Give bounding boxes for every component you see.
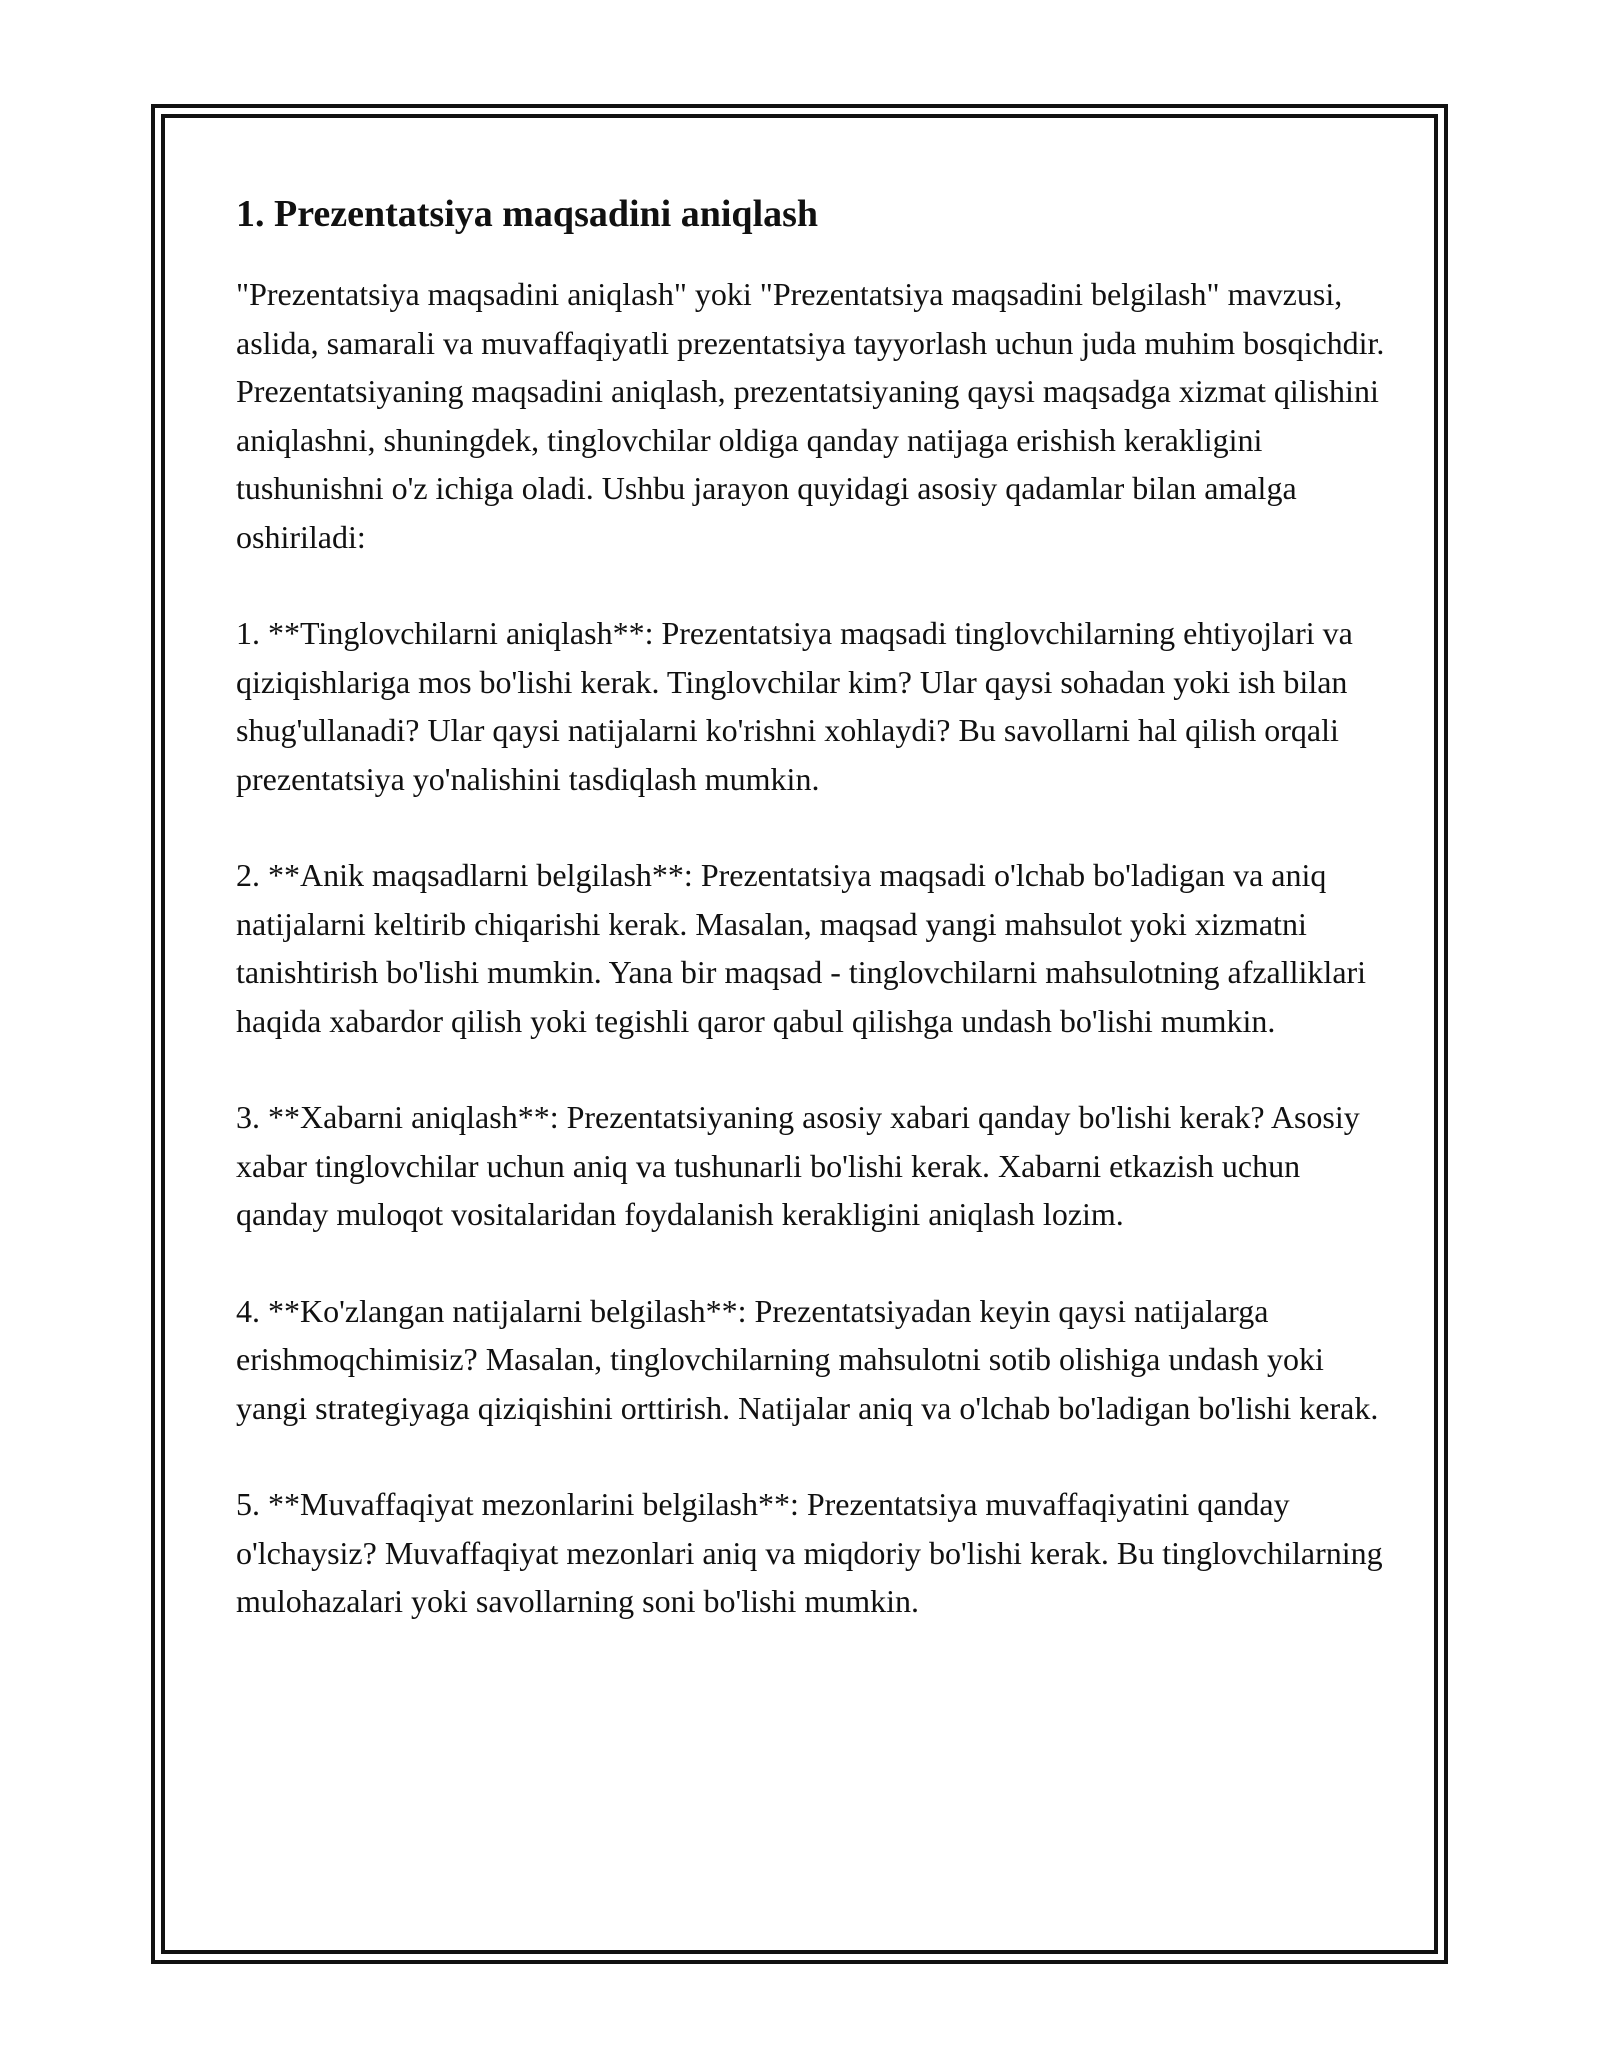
intro-paragraph: "Prezentatsiya maqsadini aniqlash" yoki "Prezentatsiya maqsadini belgilash" mavzusi, aslida, samarali va muvaffaqiyatli prezentatsiya tayyorlash uchun juda muhim bosqichdir. Prezentatsiyaning maqsadini aniqlash, prezentatsiyaning qaysi maqsadga xizmat qilishini aniqlashni, shuningdek, tinglovchilar oldiga qanday natijaga erishish kerakligini tushunishni o'z ichiga oladi. Ushbu jarayon quyidagi asosiy qadamlar bilan amalga oshiriladi:: [236, 276, 1385, 555]
step-4-paragraph: 4. **Ko'zlangan natijalarni belgilash**: Prezentatsiyadan keyin qaysi natijalarga erishmoqchimisiz? Masalan, tinglovchilarning mahsulotni sotib olishiga undash yoki yangi strategiyaga qiziqishini orttirish. Natijalar aniq va o'lchab bo'ladigan bo'lishi kerak.: [236, 1292, 1379, 1426]
step-3-paragraph: 3. **Xabarni aniqlash**: Prezentatsiyaning asosiy xabari qanday bo'lishi kerak? Asosiy xabar tinglovchilar uchun aniq va tushunarli bo'lishi kerak. Xabarni etkazish uchun qanday muloqot vositalaridan foydalanish kerakligini aniqlash lozim.: [236, 1099, 1360, 1232]
step-5-paragraph: 5. **Muvaffaqiyat mezonlarini belgilash**: Prezentatsiya muvaffaqiyatini qanday o'lchaysiz? Muvaffaqiyat mezonlari aniq va miqdoriy bo'lishi kerak. Bu tinglovchilarning mulohazalari yoki savollarning soni bo'lishi mumkin.: [236, 1486, 1383, 1619]
step-2-paragraph: 2. **Anik maqsadlarni belgilash**: Prezentatsiya maqsadi o'lchab bo'ladigan va aniq natijalarni keltirib chiqarishi kerak. Masalan, maqsad yangi mahsulot yoki xizmatni tanishtirish bo'lishi mumkin. Yana bir maqsad - tinglovchilarni mahsulotning afzalliklari haqida xabardor qilish yoki tegishli qaror qabul qilishga undash bo'lishi mumkin.: [236, 857, 1367, 1039]
document-body: [236, 188, 1386, 1674]
step-1-paragraph: 1. **Tinglovchilarni aniqlash**: Prezentatsiya maqsadi tinglovchilarning ehtiyojlari va qiziqishlariga mos bo'lishi kerak. Tinglovchilar kim? Ular qaysi sohadan yoki ish bilan shug'ullanadi? Ular qaysi natijalarni ko'rishni xohlaydi? Bu savollarni hal qilish orqali prezentatsiya yo'nalishini tasdiqlash mumkin.: [236, 615, 1353, 797]
section-heading: 1. Prezentatsiya maqsadini aniqlash: [236, 193, 819, 235]
